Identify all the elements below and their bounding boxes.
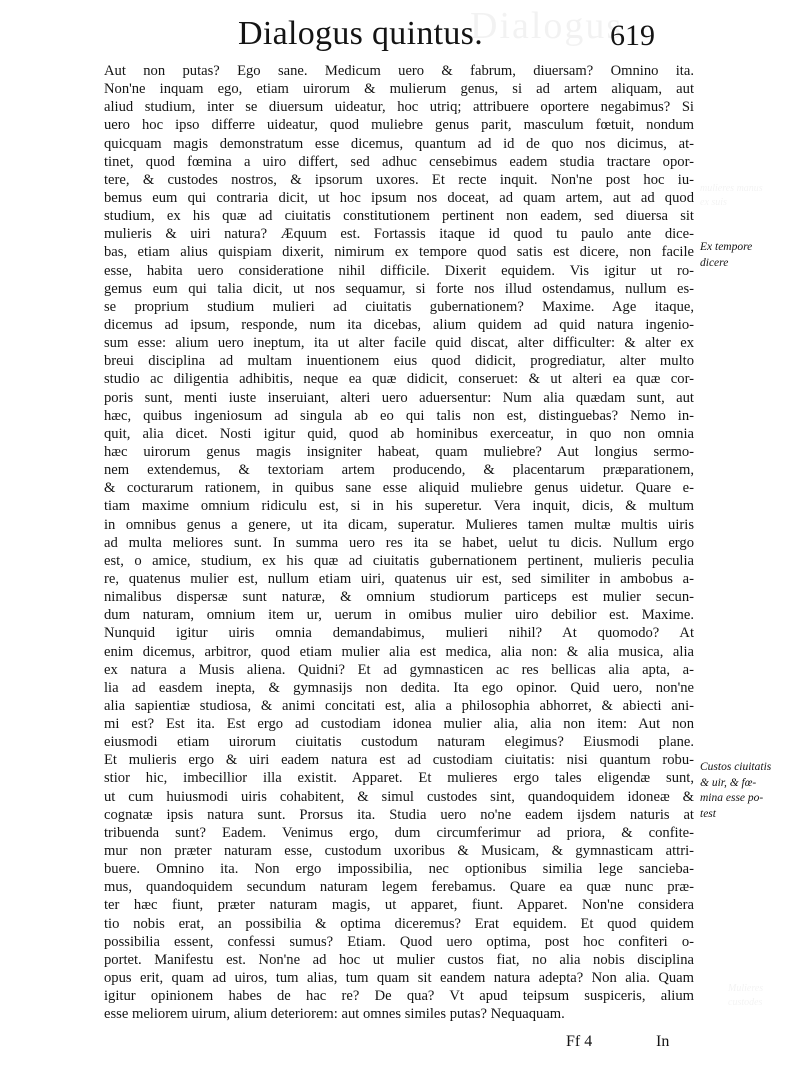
text-line: igitur opinionem habes de hac re? De qua? Vt apud teipsum suspiceris, alium xyxy=(104,988,694,1005)
text-line: mur non præter naturam esse, custodum uxoribus & Musicam, & gymnasticam attri- xyxy=(104,843,694,860)
text-line: & cocturarum rationem, in quibus sane esse aliquid muliebre genus uidetur. Quare e- xyxy=(104,480,694,497)
text-line: portet. Manifestu est. Non'ne ad hoc ut mulier custos fiat, no alia nobis disciplina xyxy=(104,951,694,968)
marginal-note-line: test xyxy=(700,807,716,820)
text-line: Nunquid igitur uiris omnia demandabimus, mulieri nihil? At quomodo? At xyxy=(104,625,694,642)
text-line: Non'ne inquam ego, etiam uirorum & mulierum genus, si ad artem aliquam, aut xyxy=(104,81,694,98)
text-line: stior hic, imbecillior illa existit. Apparet. Et mulieres ergo tales eligendæ sunt, xyxy=(104,770,694,787)
text-line: hæc uirorum genus magis insigniter habeat, quam muliebre? Aut longius sermo- xyxy=(104,443,694,460)
bleed-through-note-line: custodes xyxy=(728,997,763,1008)
bleed-through-title: Dialogus xyxy=(470,5,624,47)
text-line: opus erit, quam ad uiros, tum alias, tum quam sit eandem natura adepta? Non alia. Quam xyxy=(104,970,694,987)
text-line: nimalibus dispersæ sunt naturæ, & omnium studiorum particeps est mulier secun- xyxy=(104,589,694,606)
marginal-note-line: Ex tempore xyxy=(700,241,753,253)
marginal-note-ex-tempore xyxy=(700,240,794,271)
text-line: bemus eum qui contraria dicit, ut hoc ipsum nos doceat, ad quam artem, aut ad quod xyxy=(104,189,694,206)
bleed-through-note-line: ex suis xyxy=(700,197,727,208)
bleed-through-note-line: Mulieres xyxy=(728,983,764,994)
text-line: Aut non putas? Ego sane. Medicum uero & fabrum, diuersam? Omnino ita. xyxy=(104,63,694,79)
text-line: eiusmodi etiam uirorum ciuitatis custodum naturam elegimus? Eiusmodi plane. xyxy=(104,734,694,751)
body-text-block xyxy=(104,62,694,1023)
text-line: tio nobis erat, an possibilia & optima diceremus? Erat equidem. Et quod quidem xyxy=(104,915,694,932)
text-line: mulieris & uiri natura? Æquum est. Fortassis itaque id quod tu paulo ante dice- xyxy=(104,226,694,243)
text-line: dum naturam, omnium item ur, uerum in omibus mulier uiro debilior est. Maxime. xyxy=(104,607,694,624)
marginal-note-line: mina esse po- xyxy=(700,792,764,804)
page-number: 619 xyxy=(610,19,655,52)
text-line: in omnibus genus a genere, ut ita dicam, superatur. Mulieres tamen multæ multis uiris xyxy=(104,516,694,533)
catchword: In xyxy=(656,1033,670,1050)
text-line: esse, habita uero consideratione nihil difficile. Dixerit equidem. Vis igitur ut ro- xyxy=(104,262,694,279)
text-line: studio ac diligentia adhibitis, neque ea quæ didicit, conseruet: & ut alteri ea quæ cor- xyxy=(104,371,694,388)
text-line: tinet, quod fœmina a uiro differt, sed adhuc censebimus eadem studia tractare opor- xyxy=(104,153,694,170)
text-line: tere, & custodes nostros, & ipsorum uxores. Et recte inquit. Non'ne post hoc iu- xyxy=(104,171,694,188)
marginal-note-line: dicere xyxy=(700,256,729,269)
text-line: breui disciplina ad multam inuentionem eius quod didicit, progrediatur, alter multo xyxy=(104,353,694,370)
text-line: hæc, quibus ingeniosum ad singula ab eo qui talis non est, distinguebas? Nemo in- xyxy=(104,407,694,424)
text-line: gemus eum qui talia dicit, ut nos sequamur, si forte nos illud ostendamus, nullum es- xyxy=(104,280,694,297)
text-line: bas, etiam alius quispiam dixerit, nimirum ex tempore quod satis est dicere, non facile xyxy=(104,244,694,261)
text-line: lia ad easdem inepta, & gymnasijs non dedita. Ita ego opinor. Quid uero, non'ne xyxy=(104,679,694,696)
text-line: buere. Omnino ita. Non ergo impossibilia, nec optionibus similia lege sancieba- xyxy=(104,861,694,878)
running-head-title: Dialogus quintus. xyxy=(238,15,483,52)
text-line: ex natura a Musis aliena. Quidni? Et ad gymnasticen ac res bellicas alia apta, a- xyxy=(104,661,694,678)
text-line: mus, quandoquidem secundum naturam legem ferebamus. Quare ea quæ nunc præ- xyxy=(104,879,694,896)
text-line: Et mulieris ergo & uiri eadem natura est ad custodiam ciuitatis: nisi quantum robu- xyxy=(104,752,694,769)
marginal-note-line: Custos ciuitatis xyxy=(700,761,772,773)
text-line: ut cum huiusmodi uiris cohabitent, & simul custodes sint, quandoquidem idoneæ & xyxy=(104,788,694,805)
text-line: studium, ex his quæ ad ciuitatis constitutionem pertinent non eadem, sed diuersa sit xyxy=(104,208,694,225)
text-line: alia sapientiæ studiosa, & animi concitati est, alia a philosophia abhorret, & abiecti ani- xyxy=(104,697,694,714)
text-line: est, o amice, studium, ex his quæ ad ciuitatis gubernationem pertinent, mulieris peculia xyxy=(104,552,694,569)
bleed-through-note xyxy=(728,982,763,1010)
text-line: tiam maxime omnium ridiculu est, si in his superetur. Vera inquit, dicis, & multum xyxy=(104,498,694,515)
text-line: esse meliorem uirum, alium deteriorem: aut omnes similes putas? Nequaquam. xyxy=(104,1006,565,1023)
text-line: poris sunt, menti iuste inseruiant, alteri uero aduersentur: Num alia quædam sunt, aut xyxy=(104,389,694,406)
text-line: mi est? Est ita. Est ergo ad custodiam idonea mulier alia, alia non item: Aut non xyxy=(104,716,694,733)
text-line: uero hoc ipso differre uideatur, quod muliebre genus parit, masculum fœtuit, nondum xyxy=(104,117,694,134)
bleed-through-note-line: mulieres manus xyxy=(700,183,763,194)
text-line: tribuenda sunt? Eadem. Venimus ergo, dum circumferimur ad priora, & confite- xyxy=(104,824,694,841)
text-line: quicquam magis demonstratum esse dicemus, quantum ad id de quo nos dicimus, at- xyxy=(104,135,694,152)
text-line: se proprium studium mulieri ad ciuitatis gubernationem? Maxime. Age itaque, xyxy=(104,298,694,315)
marginal-note-line: & uir, & fœ- xyxy=(700,776,757,789)
text-line: enim dicemus, arbitror, quod etiam mulier alia est medica, alia non: & alia musica, alia xyxy=(104,643,694,660)
text-line: sum esse: alium uero ineptum, ita ut alter facile quid discat, alter difficulter: & alter ex xyxy=(104,335,694,352)
text-line: cognatæ ipsis natura sunt. Prorsus ita. Studia uero no'ne eadem ijsdem naturis at xyxy=(104,806,694,823)
text-line: ad multa meliores sunt. In summa uero res ita se habet, uelut tu dicis. Nullum ergo xyxy=(104,534,694,551)
text-line: aliud studium, inter se diuersum uideatur, hoc utriq; attribuere oportere negabimus? Si xyxy=(104,99,694,116)
text-line: dicemus ad ipsum, responde, num ita dicebas, alium quidem ad quid natura ingenio- xyxy=(104,316,694,333)
text-line: ter hæc fiunt, præter naturam magis, ut apparet, fiunt. Apparet. Non'ne considera xyxy=(104,897,694,914)
text-line: possibilia essent, confessi sumus? Etiam. Quod uero optima, post hoc confiteri o- xyxy=(104,933,694,950)
bleed-through-note xyxy=(700,182,763,210)
marginal-note-custos-ciuitatis xyxy=(700,760,794,822)
signature-mark: Ff 4 xyxy=(566,1033,593,1050)
text-line: re, quatenus mulier est, nullum etiam uiri, quatenus uir est, sed similiter in ambobus a- xyxy=(104,570,694,587)
text-line: nem extendemus, & textoriam artem producendo, & placentarum præparationem, xyxy=(104,462,694,479)
text-line: quit, alia dicet. Nosti igitur quid, quod ab hominibus exerceatur, in quo non omnia xyxy=(104,425,694,442)
